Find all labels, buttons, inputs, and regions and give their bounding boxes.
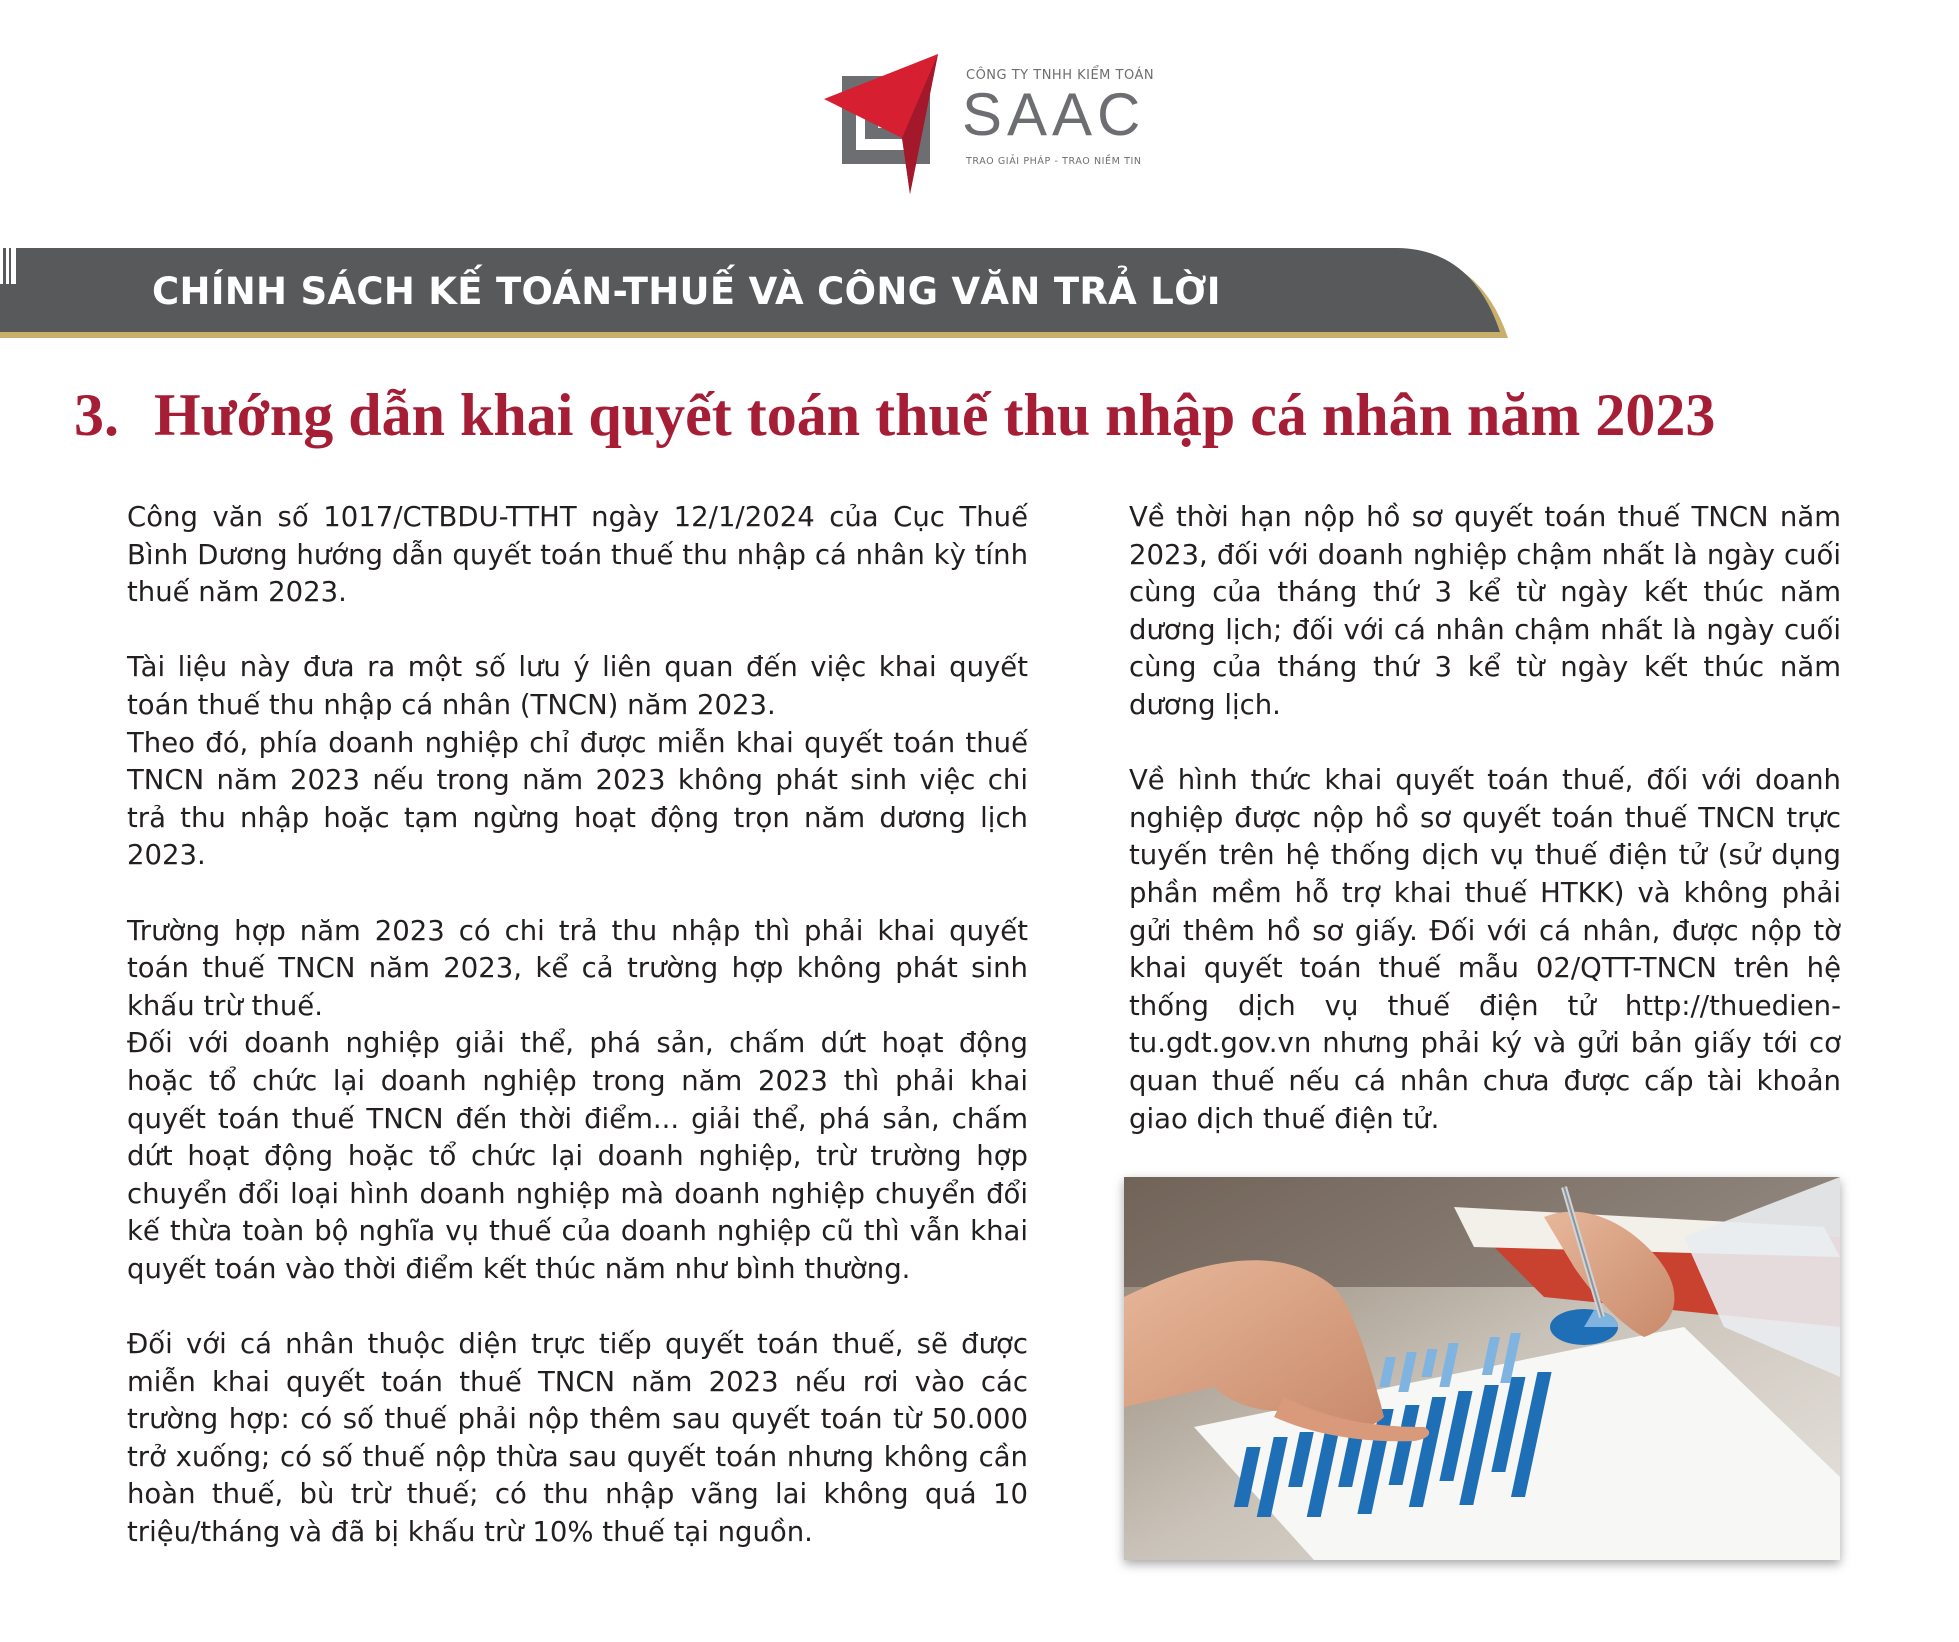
banner-bars-icon [0,248,16,284]
article-heading: Hướng dẫn khai quyết toán thuế thu nhập cá nhân năm 2023 [154,382,1716,448]
article-left-column [127,499,1028,1552]
section-banner [0,248,1520,344]
paragraph: Công văn số 1017/CTBDU-TTHT ngày 12/1/2024 của Cục Thuế Bình Dương hướng dẫn quyết toán thuế thu nhập cá nhân kỳ tính thuế năm 2023. [127,501,1028,609]
article-title [74,380,1874,450]
paragraph: Theo đó, phía doanh nghiệp chỉ được miễn khai quyết toán thuế TNCN năm 2023 nếu trong năm 2023 không phát sinh việc chi trả thu nhập hoặc tạm ngừng hoạt động trọn năm dương lịch 2023. [127,726,1028,872]
paragraph: Trường hợp năm 2023 có chi trả thu nhập thì phải khai quyết toán thuế TNCN năm 2023, kể cả trường hợp không phát sinh khấu trừ thuế. [127,914,1028,1022]
logo-name: SAAC [962,81,1146,148]
paragraph: Về hình thức khai quyết toán thuế, đối với doanh nghiệp được nộp hồ sơ quyết toán thuế TNCN trực tuyến trên hệ thống dịch vụ thuế điện tử (sử dụng phần mềm hỗ trợ khai thuế HTKK) và không phải gửi thêm hồ sơ giấy. Đối với cá nhân, được nộp tờ khai quyết toán thuế mẫu 02/QTT-TNCN trên hệ thống dịch vụ thuế điện tử http://thuedien-tu.gdt.gov.vn nhưng phải ký và gửi bản giấy tới cơ quan thuế nếu cá nhân chưa được cấp tài khoản giao dịch thuế điện tử. [1129,764,1841,1135]
section-title: CHÍNH SÁCH KẾ TOÁN-THUẾ VÀ CÔNG VĂN TRẢ LỜI [152,270,1221,313]
article-right-column [1129,499,1841,1138]
logo-company-line: CÔNG TY TNHH KIỂM TOÁN [966,68,1155,83]
company-logo [818,50,1178,200]
article-number: 3. [74,382,119,448]
paragraph: Đối với doanh nghiệp giải thể, phá sản, chấm dứt hoạt động hoặc tổ chức lại doanh nghiệp trong năm 2023 thì phải khai quyết toán thuế TNCN đến thời điểm... giải thể, phá sản, chấm dứt hoạt động hoặc tổ chức lại doanh nghiệp, trừ trường hợp chuyển đổi loại hình doanh nghiệp mà doanh nghiệp chuyển đổi kế thừa toàn bộ nghĩa vụ thuế của doanh nghiệp cũ thì vẫn khai quyết toán vào thời điểm kết thúc năm như bình thường. [127,1027,1028,1285]
article-photo [1124,1177,1840,1560]
saac-emblem-icon [818,50,968,200]
paragraph: Đối với cá nhân thuộc diện trực tiếp quyết toán thuế, sẽ được miễn khai quyết toán thuế TNCN năm 2023 nếu rơi vào các trường hợp: có số thuế phải nộp thêm sau quyết toán từ 50.000 trở xuống; có số thuế nộp thừa sau quyết toán nhưng không cần hoàn thuế, bù trừ thuế; có thu nhập vãng lai không quá 10 triệu/tháng và đã bị khấu trừ 10% thuế tại nguồn. [127,1328,1028,1549]
logo-slogan: TRAO GIẢI PHÁP - TRAO NIỀM TIN [966,156,1142,167]
paragraph: Tài liệu này đưa ra một số lưu ý liên quan đến việc khai quyết toán thuế thu nhập cá nhân (TNCN) năm 2023. [127,651,1028,721]
paragraph: Về thời hạn nộp hồ sơ quyết toán thuế TNCN năm 2023, đối với doanh nghiệp chậm nhất là ngày cuối cùng của tháng thứ 3 kể từ ngày kết thúc năm dương lịch; đối với cá nhân chậm nhất là ngày cuối cùng của tháng thứ 3 kể từ ngày kết thúc năm dương lịch. [1129,501,1841,721]
